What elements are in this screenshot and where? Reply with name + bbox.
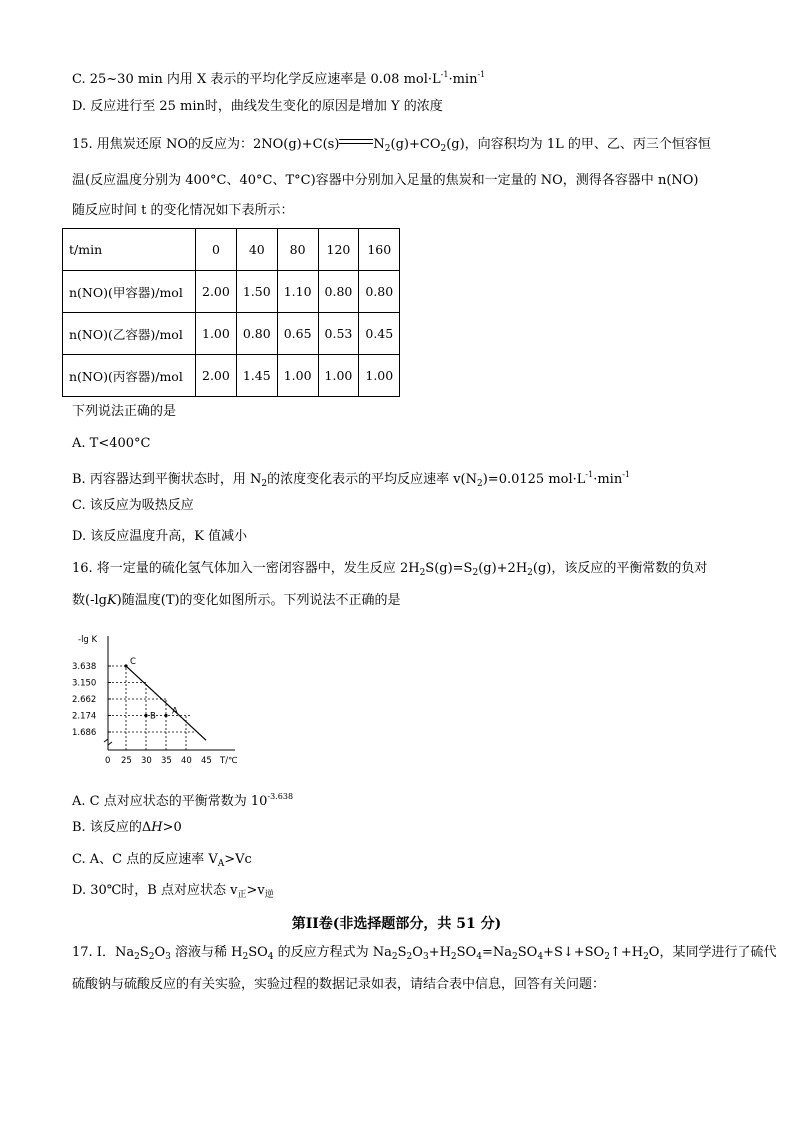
y-tick-label: 1.686 (72, 728, 97, 738)
table-cell: 120 (318, 229, 359, 271)
q15-option-d: D. 该反应温度升高，K 值减小 (72, 529, 248, 544)
x-tick-label: 40 (181, 756, 192, 766)
y-tick-label: 2.174 (72, 711, 97, 722)
axis-break-icon (104, 739, 112, 745)
y-tick-label: 2.662 (72, 695, 97, 705)
table-row (63, 355, 400, 397)
table-cell: 0.53 (318, 313, 359, 355)
x-tick-label: 35 (161, 756, 172, 766)
point-label-c: C (130, 657, 136, 667)
table-header-row (63, 229, 400, 271)
table-cell: 1.50 (236, 271, 277, 313)
q15-question: 下列说法正确的是 (72, 404, 177, 419)
q15-option-a: A. T<400°C (72, 436, 151, 451)
table-cell: 1.00 (196, 313, 237, 355)
section-title: 第II卷(非选择题部分，共 51 分) (291, 916, 502, 932)
q17-stem-line1: 17. I．$Na_2S_2O_3$ 溶液与稀 $H_2SO_4$ 的反应方程式为 $Na_2S_2O_3+H_2SO_4=Na_2SO_4+S↓+SO_2↑+H_2O$，某同学进行了硫代 (72, 945, 777, 962)
q15-option-c: C. 该反应为吸热反应 (72, 498, 194, 513)
table-cell: 0.80 (236, 313, 277, 355)
q16-lgk-temperature-graph (70, 628, 240, 768)
q15-stem-line2: 温(反应温度分别为 400°C、40°C、T°C)容器中分别加入足量的焦炭和一定量的 NO，测得各容器中 n(NO) (72, 173, 699, 188)
table-row (63, 313, 400, 355)
table-cell: 1.00 (318, 355, 359, 397)
table-cell: 2.00 (196, 271, 237, 313)
q15-stem-line1: 15. 用焦炭还原 NO的反应为：2NO(g)+C(s) $N_2(g)+CO_2(g)$，向容积均为 1L 的甲、乙、丙三个恒容恒 (72, 137, 711, 154)
table-row (63, 271, 400, 313)
table-cell: 1.45 (236, 355, 277, 397)
table-cell: 80 (277, 229, 318, 271)
table-cell: 0 (196, 229, 237, 271)
table-cell: 2.00 (196, 355, 237, 397)
table-cell: 160 (359, 229, 400, 271)
q16-stem-line1: 16. 将一定量的硫化氢气体加入一密闭容器中，发生反应 $2H_2S(g)=S_2(g)+2H_2(g)$，该反应的平衡常数的负对 (72, 561, 708, 578)
y-tick-label: 3.150 (72, 678, 97, 689)
table-cell: 0.65 (277, 313, 318, 355)
point-label-b: B (150, 711, 156, 722)
data-point-a (164, 714, 167, 717)
x-tick-label: 45 (201, 756, 212, 766)
q15-data-table (62, 228, 400, 397)
q14-option-d: D. 反应进行至 25 min时，曲线发生变化的原因是增加 Y 的浓度 (72, 99, 443, 114)
q16-option-a: A. C 点对应状态的平衡常数为 $10^{-3.638}$ (72, 792, 294, 809)
q16-option-d: D. 30℃时，B 点对应状态 $v_正>v_逆$ (72, 883, 274, 900)
table-cell: t/min (63, 229, 196, 271)
x-tick-label: 0 (105, 756, 111, 766)
q14-option-c: C. 25~30 min 内用 X 表示的平均化学反应速率是 0.08 $mol\cdot L^{-1}\cdot\min^{-1}$ (72, 70, 486, 87)
x-tick-label: 30 (141, 756, 152, 766)
q15-option-b: B. 丙容器达到平衡状态时，用 $N_2$的浓度变化表示的平均反应速率 $v(N_2)=0.0125$ $mol\cdot L^{-1}\cdot\min^{-1}$ (72, 470, 630, 489)
table-cell: 1.10 (277, 271, 318, 313)
data-point-c (124, 664, 127, 667)
x-tick-label: 25 (121, 756, 132, 766)
point-label-a: A (172, 706, 178, 717)
table-cell: 0.80 (359, 271, 400, 313)
x-axis-label: T/℃ (220, 756, 238, 766)
y-tick-label: 3.638 (72, 662, 97, 672)
table-cell: 0.45 (359, 313, 400, 355)
q16-option-b: B. 该反应的ΔH>0 (72, 820, 182, 835)
table-cell: 40 (236, 229, 277, 271)
table-cell: n(NO)(丙容器)/mol (63, 355, 196, 397)
data-point-b (144, 714, 147, 717)
equilibrium-arrow-icon (339, 137, 373, 147)
table-cell: 0.80 (318, 271, 359, 313)
q15-stem-line3: 随反应时间 t 的变化情况如下表所示： (72, 203, 294, 218)
table-cell: 1.00 (277, 355, 318, 397)
table-cell: n(NO)(甲容器)/mol (63, 271, 196, 313)
q17-stem-line2: 硫酸钠与硫酸反应的有关实验，实验过程的数据记录如表，请结合表中信息，回答有关问题： (72, 977, 606, 992)
table-cell: n(NO)(乙容器)/mol (63, 313, 196, 355)
q16-option-c: C. A、C 点的反应速率 $V_A>Vc$ (72, 852, 252, 869)
table-cell: 1.00 (359, 355, 400, 397)
y-axis-label: -lg K (78, 635, 98, 645)
q16-stem-line2: 数(-lgK)随温度(T)的变化如图所示。下列说法不正确的是 (72, 593, 401, 608)
